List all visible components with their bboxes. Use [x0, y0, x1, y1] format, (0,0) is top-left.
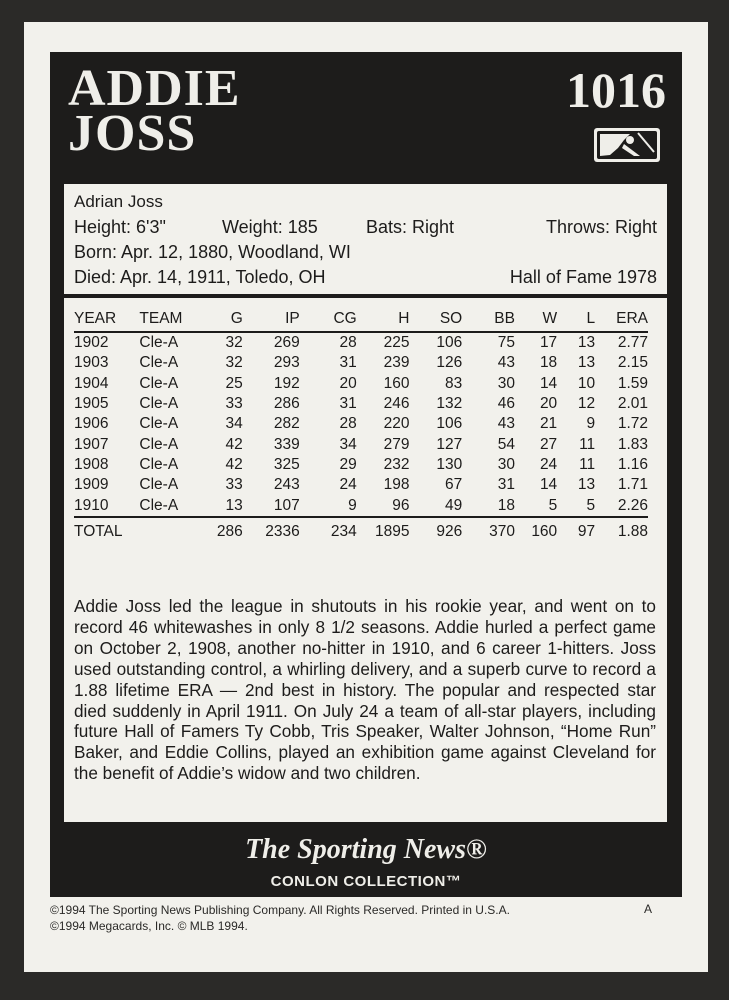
baseball-card-back	[24, 22, 708, 972]
stats-cell: 20	[539, 395, 558, 413]
player-first-name: ADDIE	[68, 60, 241, 117]
stats-cell: 1902	[74, 334, 109, 352]
stats-header-cell: L	[557, 307, 595, 332]
stats-cell: 34	[225, 415, 243, 433]
stats-cell: 282	[273, 415, 300, 433]
stats-cell: 21	[539, 415, 558, 433]
player-last-name: JOSS	[68, 105, 197, 162]
stats-header-row	[74, 307, 648, 332]
stats-total-cell: 234	[300, 517, 357, 545]
stats-total-cell: 926	[409, 517, 462, 545]
stats-total-cell: 370	[462, 517, 515, 545]
stats-cell: 2.77	[617, 334, 648, 352]
stats-cell: 1909	[74, 476, 109, 494]
stats-header-cell: G	[194, 307, 243, 332]
stats-cell: 31	[339, 395, 357, 413]
stats-cell: 18	[539, 354, 558, 372]
stats-cell: 32	[225, 334, 243, 352]
stats-row	[74, 394, 648, 414]
stats-header-cell: SO	[409, 307, 462, 332]
stats-cell: 28	[339, 334, 357, 352]
card-black-panel	[50, 52, 682, 897]
stats-cell: 14	[539, 476, 558, 494]
stats-cell: 1.71	[617, 476, 648, 494]
stats-cell: 42	[225, 455, 243, 473]
stats-cell: 127	[436, 435, 463, 453]
stats-cell: 106	[436, 334, 463, 352]
stats-cell: 31	[497, 476, 515, 494]
stats-cell: 32	[225, 354, 243, 372]
stats-cell: 17	[539, 334, 558, 352]
stats-cell: Cle-A	[139, 395, 179, 413]
stats-cell: 34	[339, 435, 357, 453]
stats-cell: 24	[339, 476, 357, 494]
stats-total-cell: 1.88	[595, 517, 648, 545]
stats-total-cell: 97	[557, 517, 595, 545]
stats-cell: 1907	[74, 435, 109, 453]
stats-cell: 10	[577, 374, 596, 392]
stats-cell: 96	[392, 496, 410, 514]
stats-total-cell: 286	[194, 517, 243, 545]
stats-cell: 269	[273, 334, 300, 352]
stats-cell: 246	[383, 395, 410, 413]
stats-cell: 286	[273, 395, 300, 413]
stats-cell: 13	[577, 354, 596, 372]
stats-header-cell: BB	[462, 307, 515, 332]
stats-cell: 1906	[74, 415, 109, 433]
card-number: 1016	[566, 62, 666, 118]
stats-cell: 1903	[74, 354, 109, 372]
stats-cell: 83	[444, 374, 463, 392]
stats-total-cell: 160	[515, 517, 557, 545]
copyright-line-2: ©1994 Megacards, Inc. © MLB 1994.	[50, 919, 248, 933]
stats-cell: 49	[444, 496, 463, 514]
stats-header-cell: H	[357, 307, 410, 332]
stats-cell: 106	[436, 415, 463, 433]
stats-header-cell: ERA	[595, 307, 648, 332]
stats-row	[74, 434, 648, 454]
stats-header-cell: W	[515, 307, 557, 332]
stats-cell: 107	[273, 496, 300, 514]
stats-cell: Cle-A	[139, 374, 179, 392]
stats-cell: 11	[579, 435, 596, 453]
stats-cell: 20	[339, 374, 357, 392]
stats-cell: 27	[539, 435, 558, 453]
stats-cell: 2.26	[617, 496, 648, 514]
stats-header-cell: YEAR	[74, 307, 139, 332]
stats-cell: Cle-A	[139, 435, 179, 453]
copyright	[50, 902, 650, 934]
stats-cell: 160	[383, 374, 410, 392]
corner-letter: A	[643, 902, 652, 916]
stats-header-cell: IP	[243, 307, 300, 332]
stats-cell: 339	[273, 435, 300, 453]
stats-cell: 46	[497, 395, 515, 413]
stats-cell: 132	[436, 395, 463, 413]
stats-row	[74, 495, 648, 516]
height: Height: 6'3"	[74, 217, 166, 237]
full-name: Adrian Joss	[74, 192, 163, 211]
stats-table	[74, 307, 648, 545]
stats-cell: 232	[383, 455, 410, 473]
stats-cell: Cle-A	[139, 354, 179, 372]
stats-cell: 43	[497, 415, 515, 433]
stats-cell: 9	[348, 496, 357, 514]
stats-cell: Cle-A	[139, 455, 179, 473]
stats-cell: 14	[539, 374, 558, 392]
hall-of-fame: Hall of Fame 1978	[509, 267, 657, 287]
stats-cell: 5	[586, 496, 596, 514]
stats-cell: Cle-A	[139, 334, 179, 352]
stats-header-cell: TEAM	[139, 307, 194, 332]
stats-cell: 325	[273, 455, 300, 473]
stats-cell: 13	[225, 496, 243, 514]
copyright-line-1: ©1994 The Sporting News Publishing Company. All Rights Reserved. Printed in U.S.A.	[50, 903, 510, 917]
stats-cell: 18	[497, 496, 515, 514]
stats-cell: 2.01	[617, 395, 648, 413]
stats-cell: 1904	[74, 374, 109, 392]
stats-cell: Cle-A	[139, 415, 179, 433]
stats-row	[74, 455, 648, 475]
stats-row	[74, 332, 648, 353]
stats-cell: 31	[339, 354, 357, 372]
stats-cell: 28	[339, 415, 357, 433]
stats-cell: 1905	[74, 395, 109, 413]
stats-cell: 54	[497, 435, 515, 453]
stats-cell: 1.16	[617, 455, 648, 473]
biography-text: Addie Joss led the league in shutouts in his rookie year, and went on to record 46 whitewashes in only 8 1/2 seasons. Addie hurled a perfect game on October 2, 1908, another no-hitter in 1910, and 6 career 1-hitters. Joss used outstanding control, a whirling delivery, and a superb curve to record a 1.88 lifetime ERA — 2nd best in history. The popular and respected star died suddenly in April 1911. On July 24 a team of all-star players, including future Hall of Famers Ty Cobb, Tris Speaker, Walter Johnson, “Home Run” Baker, and Eddie Collins, played an exhibition game against Cleveland for the benefit of Addie’s widow and two children.	[74, 596, 656, 784]
weight: Weight: 185	[222, 217, 318, 237]
stats-cell: 126	[436, 354, 463, 372]
stats-cell: 11	[579, 455, 596, 473]
player-name	[68, 60, 241, 162]
stats-cell: 30	[497, 374, 515, 392]
stats-row	[74, 475, 648, 495]
stats-cell: 29	[339, 455, 357, 473]
stats-panel	[64, 298, 667, 822]
stats-cell: 293	[273, 354, 300, 372]
stats-total-cell: TOTAL	[74, 517, 139, 545]
stats-total-cell: 2336	[243, 517, 300, 545]
mlb-batter-logo-icon	[594, 128, 660, 162]
stats-cell: 43	[497, 354, 515, 372]
stats-cell: Cle-A	[139, 476, 179, 494]
died: Died: Apr. 14, 1911, Toledo, OH	[74, 267, 326, 287]
stats-cell: 192	[273, 374, 300, 392]
stats-cell: 1908	[74, 455, 109, 473]
stats-row	[74, 374, 648, 394]
stats-row	[74, 414, 648, 434]
stats-cell: 33	[225, 395, 243, 413]
stats-cell: 9	[586, 415, 596, 433]
stats-row	[74, 353, 648, 373]
throws: Throws: Right	[545, 217, 657, 237]
bio-panel	[64, 184, 667, 294]
stats-cell: 67	[444, 476, 463, 494]
stats-cell: 1.83	[617, 435, 648, 453]
stats-cell: 220	[383, 415, 410, 433]
stats-cell: 5	[548, 496, 558, 514]
stats-total-row	[74, 517, 648, 545]
stats-cell: 75	[497, 334, 515, 352]
stats-cell: 13	[577, 334, 596, 352]
stats-cell: 130	[436, 455, 463, 473]
stats-cell: Cle-A	[139, 496, 179, 514]
stats-cell: 33	[225, 476, 243, 494]
stats-total-cell	[139, 517, 194, 545]
stats-header-cell: CG	[300, 307, 357, 332]
stats-cell: 24	[539, 455, 558, 473]
sporting-news-logo: The Sporting News®	[245, 834, 487, 865]
stats-cell: 239	[383, 354, 410, 372]
stats-cell: 2.15	[617, 354, 648, 372]
born: Born: Apr. 12, 1880, Woodland, WI	[74, 242, 351, 262]
stats-cell: 225	[383, 334, 410, 352]
bats: Bats: Right	[366, 217, 455, 237]
stats-cell: 1.72	[617, 415, 648, 433]
conlon-collection: CONLON COLLECTION™	[270, 873, 462, 890]
stats-cell: 30	[497, 455, 515, 473]
stats-cell: 198	[383, 476, 410, 494]
stats-cell: 279	[383, 435, 410, 453]
stats-cell: 42	[225, 435, 243, 453]
stats-cell: 1.59	[617, 374, 648, 392]
stats-cell: 1910	[74, 496, 109, 514]
stats-total-cell: 1895	[357, 517, 410, 545]
stats-cell: 25	[225, 374, 243, 392]
stats-cell: 243	[273, 476, 300, 494]
stats-cell: 13	[577, 476, 596, 494]
stats-cell: 12	[577, 395, 596, 413]
